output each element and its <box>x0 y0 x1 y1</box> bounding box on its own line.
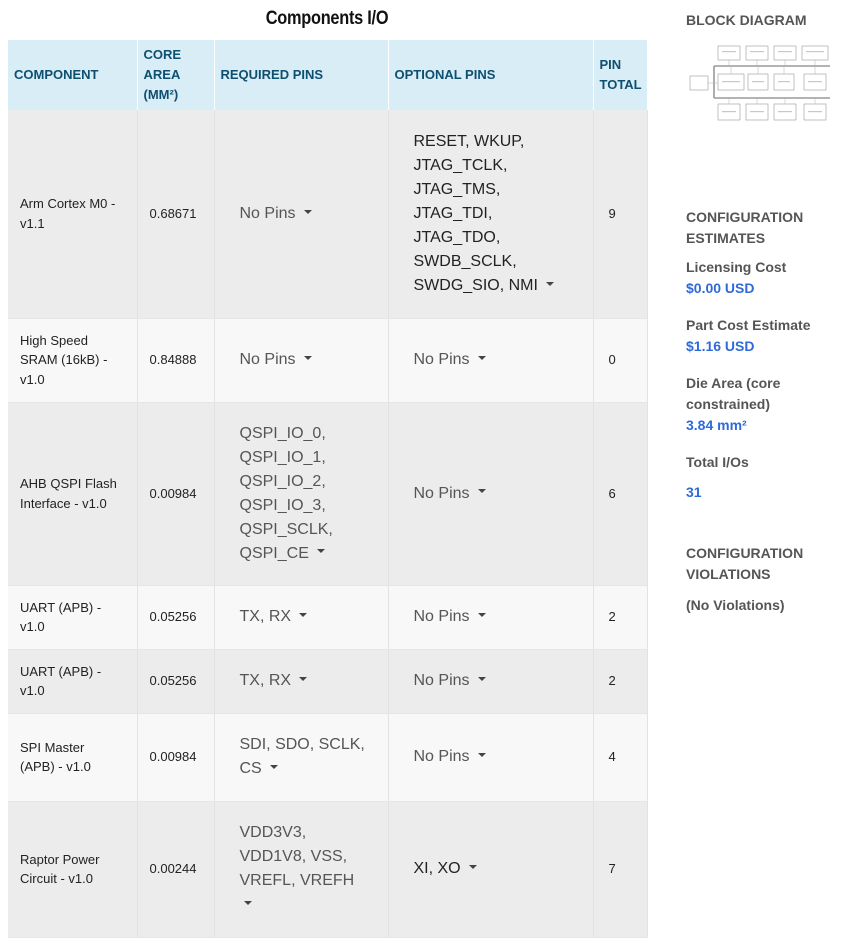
die-area-value: 3.84 mm² <box>686 417 747 433</box>
component-name: SPI Master (APB) - v1.0 <box>8 713 137 801</box>
configuration-estimates-heading: CONFIGURATION ESTIMATES <box>686 209 804 246</box>
table-row <box>8 713 647 801</box>
chevron-down-icon[interactable] <box>304 356 312 360</box>
required-pins-dropdown[interactable]: No Pins <box>214 318 388 402</box>
total-ios-value: 31 <box>686 484 702 500</box>
chevron-down-icon[interactable] <box>478 753 486 757</box>
part-cost-label: Part Cost Estimate <box>686 317 811 333</box>
chevron-down-icon[interactable] <box>478 613 486 617</box>
pin-total-value: 7 <box>593 801 647 937</box>
chevron-down-icon[interactable] <box>317 549 325 553</box>
pin-total-value: 0 <box>593 318 647 402</box>
required-pins-dropdown[interactable]: No Pins <box>214 110 388 318</box>
chevron-down-icon[interactable] <box>478 356 486 360</box>
optional-pins-dropdown[interactable]: RESET, WKUP, JTAG_TCLK, JTAG_TMS, JTAG_TDI, JTAG_TDO, SWDB_SCLK, SWDG_SIO, NMI <box>388 110 593 318</box>
chevron-down-icon[interactable] <box>270 765 278 769</box>
chevron-down-icon[interactable] <box>478 489 486 493</box>
chevron-down-icon[interactable] <box>304 210 312 214</box>
optional-pins-dropdown[interactable]: XI, XO <box>388 801 593 937</box>
pin-total-value: 4 <box>593 713 647 801</box>
pin-total-value: 2 <box>593 649 647 713</box>
required-pins-dropdown[interactable]: TX, RX <box>214 585 388 649</box>
component-name: AHB QSPI Flash Interface - v1.0 <box>8 402 137 585</box>
licensing-cost-value: $0.00 USD <box>686 280 755 296</box>
optional-pins-dropdown[interactable]: No Pins <box>388 318 593 402</box>
table-row <box>8 801 647 937</box>
total-ios-label: Total I/Os <box>686 454 749 470</box>
component-name: Arm Cortex M0 - v1.1 <box>8 110 137 318</box>
core-area-value: 0.68671 <box>137 110 214 318</box>
table-row <box>8 585 647 649</box>
components-io-table <box>8 40 648 938</box>
col-header-required-pins[interactable]: REQUIRED PINS <box>214 40 388 110</box>
table-row <box>8 318 647 402</box>
optional-pins-dropdown[interactable]: No Pins <box>388 649 593 713</box>
page-title: Components I/O <box>265 8 389 29</box>
col-header-optional-pins[interactable]: OPTIONAL PINS <box>388 40 593 110</box>
component-name: Raptor Power Circuit - v1.0 <box>8 801 137 937</box>
core-area-value: 0.00984 <box>137 402 214 585</box>
chevron-down-icon[interactable] <box>546 282 554 286</box>
col-header-component[interactable]: COMPONENT <box>8 40 137 110</box>
core-area-value: 0.05256 <box>137 649 214 713</box>
core-area-value: 0.05256 <box>137 585 214 649</box>
core-area-value: 0.00984 <box>137 713 214 801</box>
required-pins-dropdown[interactable]: SDI, SDO, SCLK, CS <box>214 713 388 801</box>
col-header-pin-total[interactable]: PIN TOTAL <box>593 40 647 110</box>
core-area-value: 0.00244 <box>137 801 214 937</box>
required-pins-dropdown[interactable]: VDD3V3, VDD1V8, VSS, VREFL, VREFH <box>214 801 388 937</box>
table-header-row <box>8 40 647 110</box>
block-diagram-thumbnail[interactable] <box>686 42 832 126</box>
table-row <box>8 649 647 713</box>
chevron-down-icon[interactable] <box>469 865 477 869</box>
component-name: UART (APB) - v1.0 <box>8 649 137 713</box>
part-cost-value: $1.16 USD <box>686 338 755 354</box>
violations-text: (No Violations) <box>686 597 785 613</box>
licensing-cost-label: Licensing Cost <box>686 259 787 275</box>
chevron-down-icon[interactable] <box>478 677 486 681</box>
col-header-core-area[interactable]: CORE AREA (MM²) <box>137 40 214 110</box>
pin-total-value: 6 <box>593 402 647 585</box>
configuration-violations-heading: CONFIGURATION VIOLATIONS <box>686 545 804 582</box>
optional-pins-dropdown[interactable]: No Pins <box>388 713 593 801</box>
chevron-down-icon[interactable] <box>299 677 307 681</box>
chevron-down-icon[interactable] <box>244 901 252 905</box>
core-area-value: 0.84888 <box>137 318 214 402</box>
optional-pins-dropdown[interactable]: No Pins <box>388 402 593 585</box>
block-diagram-heading: BLOCK DIAGRAM <box>686 12 807 28</box>
component-name: High Speed SRAM (16kB) - v1.0 <box>8 318 137 402</box>
optional-pins-dropdown[interactable]: No Pins <box>388 585 593 649</box>
table-row <box>8 402 647 585</box>
table-row <box>8 110 647 318</box>
required-pins-dropdown[interactable]: TX, RX <box>214 649 388 713</box>
component-name: UART (APB) - v1.0 <box>8 585 137 649</box>
chevron-down-icon[interactable] <box>299 613 307 617</box>
pin-total-value: 2 <box>593 585 647 649</box>
die-area-label: Die Area (core constrained) <box>686 375 781 412</box>
required-pins-dropdown[interactable]: QSPI_IO_0, QSPI_IO_1, QSPI_IO_2, QSPI_IO_3, QSPI_SCLK, QSPI_CE <box>214 402 388 585</box>
pin-total-value: 9 <box>593 110 647 318</box>
